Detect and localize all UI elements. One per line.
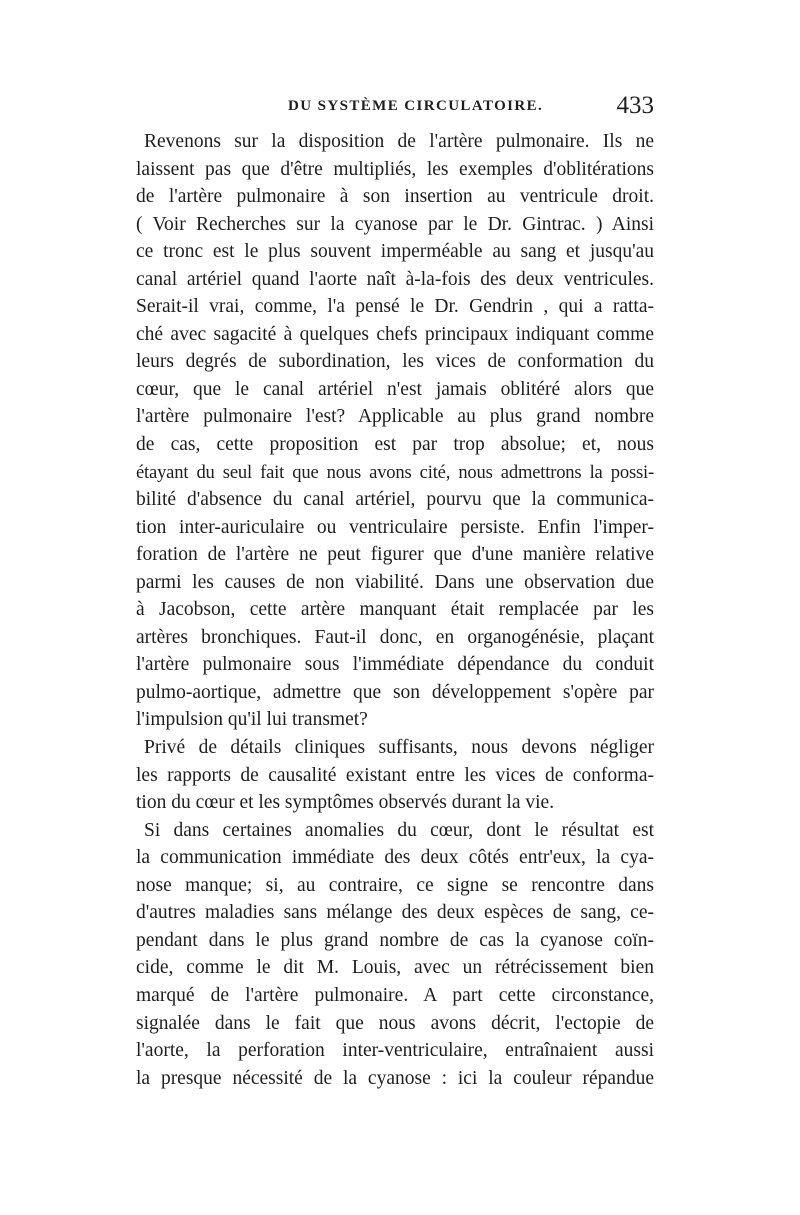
text-line: Serait-il vrai, comme, l'a pensé le Dr. Gendrin , qui a ratta-	[136, 296, 654, 318]
text-line: pulmo-aortique, admettre que son développement s'opère par	[136, 681, 654, 703]
text-line: l'artère pulmonaire sous l'immédiate dépendance du conduit	[136, 654, 654, 676]
body-text	[136, 128, 654, 1092]
text-line: ce tronc est le plus souvent imperméable au sang et jusqu'au	[136, 241, 654, 263]
text-line: de cas, cette proposition est par trop absolue; et, nous	[136, 434, 654, 456]
text-line: ( Voir Recherches sur la cyanose par le Dr. Gintrac. ) Ainsi	[136, 213, 654, 235]
text-line: cœur, que le canal artériel n'est jamais oblitéré alors que	[136, 378, 654, 400]
text-line: l'artère pulmonaire l'est? Applicable au plus grand nombre	[136, 406, 654, 428]
text-line: l'aorte, la perforation inter-ventriculaire, entraînaient aussi	[136, 1040, 654, 1062]
text-line: nose manque; si, au contraire, ce signe se rencontre dans	[136, 874, 654, 896]
text-line: la communication immédiate des deux côtés entr'eux, la cya-	[136, 847, 654, 869]
text-line: Revenons sur la disposition de l'artère pulmonaire. Ils ne	[144, 131, 654, 152]
text-line: marqué de l'artère pulmonaire. A part cette circonstance,	[136, 984, 654, 1006]
running-head: DU SYSTÈME CIRCULATOIRE.	[288, 98, 544, 114]
text-line: canal artériel quand l'aorte naît à-la-fois des deux ventricules.	[136, 268, 654, 290]
text-line: à Jacobson, cette artère manquant était remplacée par les	[136, 599, 654, 621]
text-line: leurs degrés de subordination, les vices de conformation du	[136, 351, 654, 373]
text-line: parmi les causes de non viabilité. Dans une observation due	[136, 571, 654, 593]
text-line: d'autres maladies sans mélange des deux espèces de sang, ce-	[136, 902, 654, 924]
text-line: tion du cœur et les symptômes observés durant la vie.	[136, 792, 555, 814]
text-line: laissent pas que d'être multipliés, les exemples d'oblitérations	[136, 158, 654, 180]
page-number: 433	[616, 92, 654, 119]
text-line: tion inter-auriculaire ou ventriculaire persiste. Enfin l'imper-	[136, 516, 654, 538]
text-line: artères bronchiques. Faut-il donc, en organogénésie, plaçant	[136, 626, 654, 648]
text-line: de l'artère pulmonaire à son insertion au ventricule droit.	[136, 186, 654, 208]
text-line: Privé de détails cliniques suffisants, nous devons négliger	[144, 737, 654, 759]
text-line: les rapports de causalité existant entre les vices de conforma-	[136, 764, 654, 786]
text-line: bilité d'absence du canal artériel, pourvu que la communica-	[136, 489, 654, 511]
text-line: pendant dans le plus grand nombre de cas la cyanose coïn-	[136, 929, 654, 951]
text-line: l'impulsion qu'il lui transmet?	[136, 709, 368, 731]
text-line: étayant du seul fait que nous avons cité, nous admettrons la possi-	[136, 461, 654, 483]
text-line: la presque nécessité de la cyanose : ici la couleur répandue	[136, 1067, 654, 1089]
page-header	[136, 92, 654, 122]
text-line: signalée dans le fait que nous avons décrit, l'ectopie de	[136, 1012, 654, 1034]
text-line: cide, comme le dit M. Louis, avec un rétrécissement bien	[136, 957, 654, 979]
text-line: Si dans certaines anomalies du cœur, dont le résultat est	[144, 819, 654, 841]
text-line: ché avec sagacité à quelques chefs principaux indiquant comme	[136, 323, 654, 345]
text-line: foration de l'artère ne peut figurer que d'une manière relative	[136, 544, 654, 566]
